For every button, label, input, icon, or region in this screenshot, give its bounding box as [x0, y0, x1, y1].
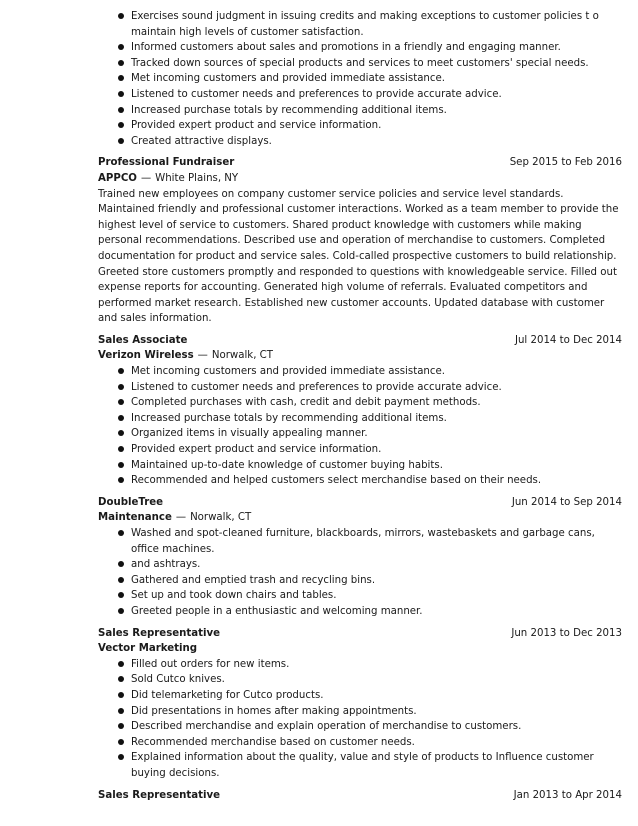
list-item: Filled out orders for new items. [98, 657, 622, 673]
job-dates: Jul 2014 to Dec 2014 [514, 334, 622, 346]
job-location: White Plains, NY [155, 172, 239, 184]
employer-name: Verizon Wireless [98, 350, 194, 362]
job-dates: Jun 2013 to Dec 2013 [511, 627, 622, 639]
list-item: Listened to customer needs and preferences to provide accurate advice. [98, 87, 622, 103]
list-item: Informed customers about sales and promotions in a friendly and engaging manner. [98, 40, 622, 56]
job-entry [98, 333, 622, 489]
job-bullet-list [98, 657, 622, 782]
list-item: Maintained up-to-date knowledge of customer buying habits. [98, 458, 622, 474]
list-item: Met incoming customers and provided immediate assistance. [98, 71, 622, 87]
list-item: Did telemarketing for Cutco products. [98, 688, 622, 704]
job-title: Professional Fundraiser [98, 157, 235, 169]
job-title: Sales Associate [98, 334, 188, 346]
job-description: Trained new employees on company customer service policies and service level standards. Maintained friendly and professional customer interactions. Worked as a team member to provide the highest level of service to customers. Shared product knowledge with customers while making personal recommendations. Described use and operation of merchandise to customers. Completed documentation for product and service sales. Cold-called prospective customers to build relationship. Greeted store customers promptly and responded to questions with knowledgeable service. Filled out expense reports for accounting. Generated high volume of referrals. Evaluated competitors and performed market research. Established new customer accounts. Updated database with customer and sales information. [98, 188, 619, 325]
employer-name: Vector Marketing [98, 643, 198, 655]
list-item: Provided expert product and service information. [98, 442, 622, 458]
job-header [98, 788, 622, 804]
separator-dash: — [140, 172, 152, 184]
list-item: Listened to customer needs and preferences to provide accurate advice. [98, 380, 622, 396]
list-item: Increased purchase totals by recommending additional items. [98, 103, 622, 119]
job-employer-line [98, 641, 622, 657]
list-item: Organized items in visually appealing manner. [98, 426, 622, 442]
list-item: Sold Cutco knives. [98, 672, 622, 688]
job-entry [98, 155, 622, 327]
job-location: Norwalk, CT [211, 350, 274, 362]
list-item: Met incoming customers and provided immediate assistance. [98, 364, 622, 380]
list-item: Created attractive displays. [98, 134, 622, 150]
job-header [98, 626, 622, 642]
job-entry [98, 495, 622, 620]
separator-dash: — [197, 350, 208, 362]
list-item: Washed and spot-cleaned furniture, blackboards, mirrors, wastebaskets and garbage cans, office machines. [98, 526, 622, 557]
job-dates: Jun 2014 to Sep 2014 [511, 496, 622, 508]
job-dates: Jan 2013 to Apr 2014 [513, 789, 622, 801]
list-item: Provided expert product and service information. [98, 118, 622, 134]
employer-name: APPCO [98, 172, 137, 184]
job-employer-line [98, 171, 622, 187]
job-title: DoubleTree [98, 496, 164, 508]
list-item: Explained information about the quality, value and style of products to Influence customer buying decisions. [98, 750, 622, 781]
job-bullet-list [98, 364, 622, 489]
list-item: Exercises sound judgment in issuing credits and making exceptions to customer policies t o maintain high levels of customer satisfaction. [98, 9, 622, 40]
job-entry [98, 788, 622, 804]
list-item: Tracked down sources of special products and services to meet customers' special needs. [98, 56, 622, 72]
list-item: Increased purchase totals by recommending additional items. [98, 411, 622, 427]
separator-dash: — [175, 512, 187, 524]
job-entry [98, 626, 622, 782]
job-employer-line [98, 348, 622, 364]
job-header [98, 333, 622, 349]
employer-name: Maintenance [98, 512, 172, 524]
job-dates: Sep 2015 to Feb 2016 [509, 157, 622, 169]
list-item: Completed purchases with cash, credit and debit payment methods. [98, 395, 622, 411]
job-title: Sales Representative [98, 789, 221, 801]
list-item: Set up and took down chairs and tables. [98, 588, 622, 604]
list-item: Described merchandise and explain operation of merchandise to customers. [98, 719, 622, 735]
list-item: Recommended and helped customers select merchandise based on their needs. [98, 473, 622, 489]
job-location: Norwalk, CT [190, 512, 252, 524]
list-item: Gathered and emptied trash and recycling bins. [98, 573, 622, 589]
list-item: Greeted people in a enthusiastic and welcoming manner. [98, 604, 622, 620]
job-title: Sales Representative [98, 627, 221, 639]
list-item: Did presentations in homes after making appointments. [98, 704, 622, 720]
job-employer-line [98, 510, 622, 526]
job-header [98, 155, 622, 171]
job-header [98, 495, 622, 511]
list-item: Recommended merchandise based on customer needs. [98, 735, 622, 751]
intro-bullet-list [98, 9, 622, 149]
job-bullet-list [98, 526, 622, 620]
list-item: and ashtrays. [98, 557, 622, 573]
resume-page [98, 9, 622, 803]
